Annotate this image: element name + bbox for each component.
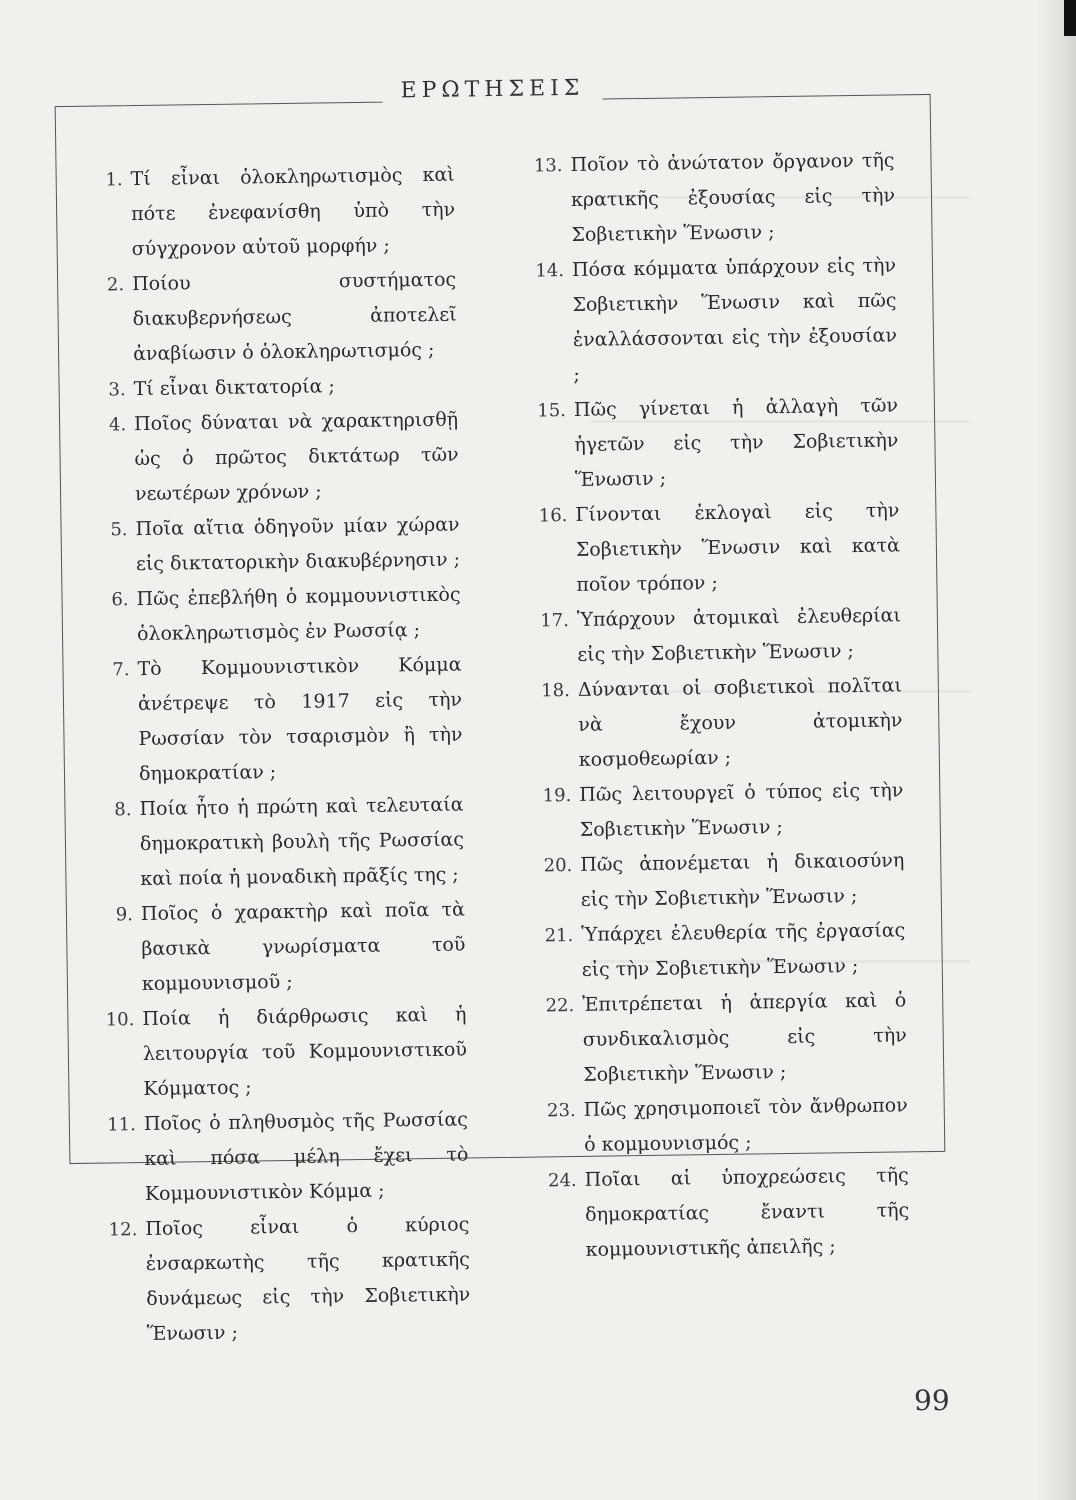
question-item xyxy=(533,913,906,988)
question-text: Πῶς ἐπεβλήθη ὁ κομμουνιστικὸς ὁλοκληρωτισμὸς ἐν Ρωσσίᾳ ; xyxy=(136,583,461,646)
question-item xyxy=(522,143,895,253)
question-text: Ποῖος δύναται νὰ χαρακτηρισθῇ ὡς ὁ πρῶτος δικτάτωρ τῶν νεωτέρων χρόνων ; xyxy=(133,408,459,506)
question-number: 9. xyxy=(115,904,134,926)
question-text: Πῶς ἀπονέμεται ἡ δικαιοσύνη εἰς τὴν Σοβιετικὴν Ἕνωσιν ; xyxy=(580,849,905,911)
question-item xyxy=(527,493,900,603)
question-text: Ὑπάρχει ἐλευθερία τῆς ἐργασίας εἰς τὴν Σοβιετικὴν Ἕνωσιν ; xyxy=(581,919,906,981)
question-number: 4. xyxy=(108,414,127,436)
question-text: Πῶς γίνεται ἡ ἀλλαγὴ τῶν ἡγετῶν εἰς τὴν Σοβιετικὴν Ἕνωσιν ; xyxy=(573,394,899,491)
question-item xyxy=(530,668,903,778)
section-title-wrapper xyxy=(55,71,929,108)
section-title: ΕΡΩΤΗΣΕΙΣ xyxy=(382,76,602,104)
question-item xyxy=(536,1158,909,1268)
question-number: 20. xyxy=(543,855,573,877)
question-text: Ποῖος ὁ πληθυσμὸς τῆς Ρωσσίας καὶ πόσα μέλη ἔχει τὸ Κομμουνιστικὸν Κόμμα ; xyxy=(143,1108,469,1206)
page-edge-shadow xyxy=(1036,0,1076,1500)
question-item xyxy=(526,388,899,498)
question-text: Ποίου συστήματος διακυβερνήσεως ἀποτελεῖ ἀναβίωσιν ὁ ὁλοκληρωτισμός ; xyxy=(131,268,457,366)
question-item xyxy=(93,893,466,1003)
question-number: 6. xyxy=(111,589,129,611)
question-text: Τί εἶναι δικτατορία ; xyxy=(133,375,336,401)
question-text: Γίνονται ἐκλογαὶ εἰς τὴν Σοβιετικὴν Ἕνωσιν καὶ κατὰ ποῖον τρόπον ; xyxy=(575,499,901,596)
question-text: Ποῖος ὁ χαρακτὴρ καὶ ποῖα τὰ βασικὰ γνωρίσματα τοῦ κομμουνισμοῦ ; xyxy=(140,898,466,996)
question-item xyxy=(85,368,457,408)
question-text: Ποῖαι αἱ ὑποχρεώσεις τῆς δημοκρατίας ἔναντι τῆς κομμουνιστικῆς ἀπειλῆς ; xyxy=(584,1164,910,1261)
question-item xyxy=(531,773,904,848)
question-number: 19. xyxy=(542,785,572,807)
question-number: 10. xyxy=(105,1009,135,1031)
question-text: Ποῖος εἶναι ὁ κύριος ἐνσαρκωτὴς τῆς κρατικῆς δυνάμεως εἰς τὴν Σοβιετικὴν Ἕνωσιν ; xyxy=(145,1213,471,1345)
corner-mark xyxy=(1064,0,1076,36)
question-item xyxy=(88,578,461,653)
question-number: 12. xyxy=(108,1219,138,1241)
question-text: Ποία ἡ διάρθρωσις καὶ ἡ λειτουργία τοῦ Κομμουνιστικοῦ Κόμματος ; xyxy=(142,1003,468,1101)
question-item xyxy=(534,983,907,1093)
question-item xyxy=(86,403,459,513)
question-item xyxy=(96,1102,469,1212)
question-number: 8. xyxy=(114,799,132,821)
question-text: Δύνανται οἱ σοβιετικοὶ πολῖται νὰ ἔχουν ἀτομικὴν κοσμοθεωρίαν ; xyxy=(577,674,903,771)
question-text: Ποία ἦτο ἡ πρώτη καὶ τελευταία δημοκρατικὴ βουλὴ τῆς Ρωσσίας καὶ ποία ἡ μοναδικὴ πρᾶξίς της ; xyxy=(139,793,465,891)
question-item xyxy=(532,843,905,918)
question-number: 21. xyxy=(544,925,574,947)
question-number: 7. xyxy=(112,659,130,681)
question-text: Πόσα κόμματα ὑπάρχουν εἰς τὴν Σοβιετικὴν Ἕνωσιν καὶ πῶς ἐναλλάσσονται εἰς τὴν ἐξουσίαν ; xyxy=(571,254,898,386)
question-number: 3. xyxy=(108,379,126,401)
question-text: Τὸ Κομμουνιστικὸν Κόμμα ἀνέτρεψε τὸ 1917 εἰς τὴν Ρωσσίαν τὸν τσαρισμὸν ἢ τὴν δημοκρατίαν ; xyxy=(137,653,463,786)
question-number: 14. xyxy=(535,260,565,282)
question-text: Ποῖον τὸ ἀνώτατον ὄργανον τῆς κρατικῆς ἐξουσίας εἰς τὴν Σοβιετικὴν Ἕνωσιν ; xyxy=(570,149,896,246)
question-number: 13. xyxy=(533,155,563,177)
questions-right-column xyxy=(522,143,910,1268)
question-item xyxy=(89,648,463,793)
question-number: 24. xyxy=(547,1169,577,1192)
question-number: 11. xyxy=(107,1114,137,1136)
question-text: Πῶς λειτουργεῖ ὁ τύπος εἰς τὴν Σοβιετικὴν Ἕνωσιν ; xyxy=(579,779,904,841)
question-item xyxy=(529,598,902,673)
question-text: Ὑπάρχουν ἀτομικαὶ ἐλευθερίαι εἰς τὴν Σοβιετικὴν Ἕνωσιν ; xyxy=(576,604,902,666)
question-number: 18. xyxy=(541,680,571,702)
question-item xyxy=(535,1088,908,1163)
question-item xyxy=(84,263,457,373)
question-item xyxy=(91,788,464,898)
question-number: 1. xyxy=(105,169,123,191)
questions-box xyxy=(55,75,946,1345)
question-number: 16. xyxy=(538,505,568,527)
question-number: 23. xyxy=(546,1099,576,1122)
question-number: 22. xyxy=(545,995,575,1017)
question-number: 5. xyxy=(110,519,128,541)
questions-columns xyxy=(82,149,930,1345)
question-number: 15. xyxy=(537,400,567,422)
question-number: 2. xyxy=(106,274,125,296)
question-item xyxy=(97,1207,471,1352)
question-item xyxy=(94,998,467,1108)
question-text: Τί εἶναι ὁλοκληρωτισμὸς καὶ πότε ἐνεφανίσθη ὑπὸ τὴν σύγχρονον αὐτοῦ μορφήν ; xyxy=(130,163,456,261)
question-number: 17. xyxy=(540,610,570,632)
question-text: Πῶς χρησιμοποιεῖ τὸν ἄνθρωπον ὁ κομμουνισμός ; xyxy=(583,1094,908,1156)
question-text: Ποῖα αἴτια ὁδηγοῦν μίαν χώραν εἰς δικτατορικὴν διακυβέρνησιν ; xyxy=(135,513,461,576)
page-number: 99 xyxy=(914,1384,950,1417)
question-text: Ἐπιτρέπεται ἡ ἀπεργία καὶ ὁ συνδικαλισμὸς εἰς τὴν Σοβιετικὴν Ἕνωσιν ; xyxy=(582,989,907,1086)
question-item xyxy=(82,158,455,268)
question-item xyxy=(524,248,898,393)
questions-left-column xyxy=(82,158,471,1353)
question-item xyxy=(87,508,460,583)
